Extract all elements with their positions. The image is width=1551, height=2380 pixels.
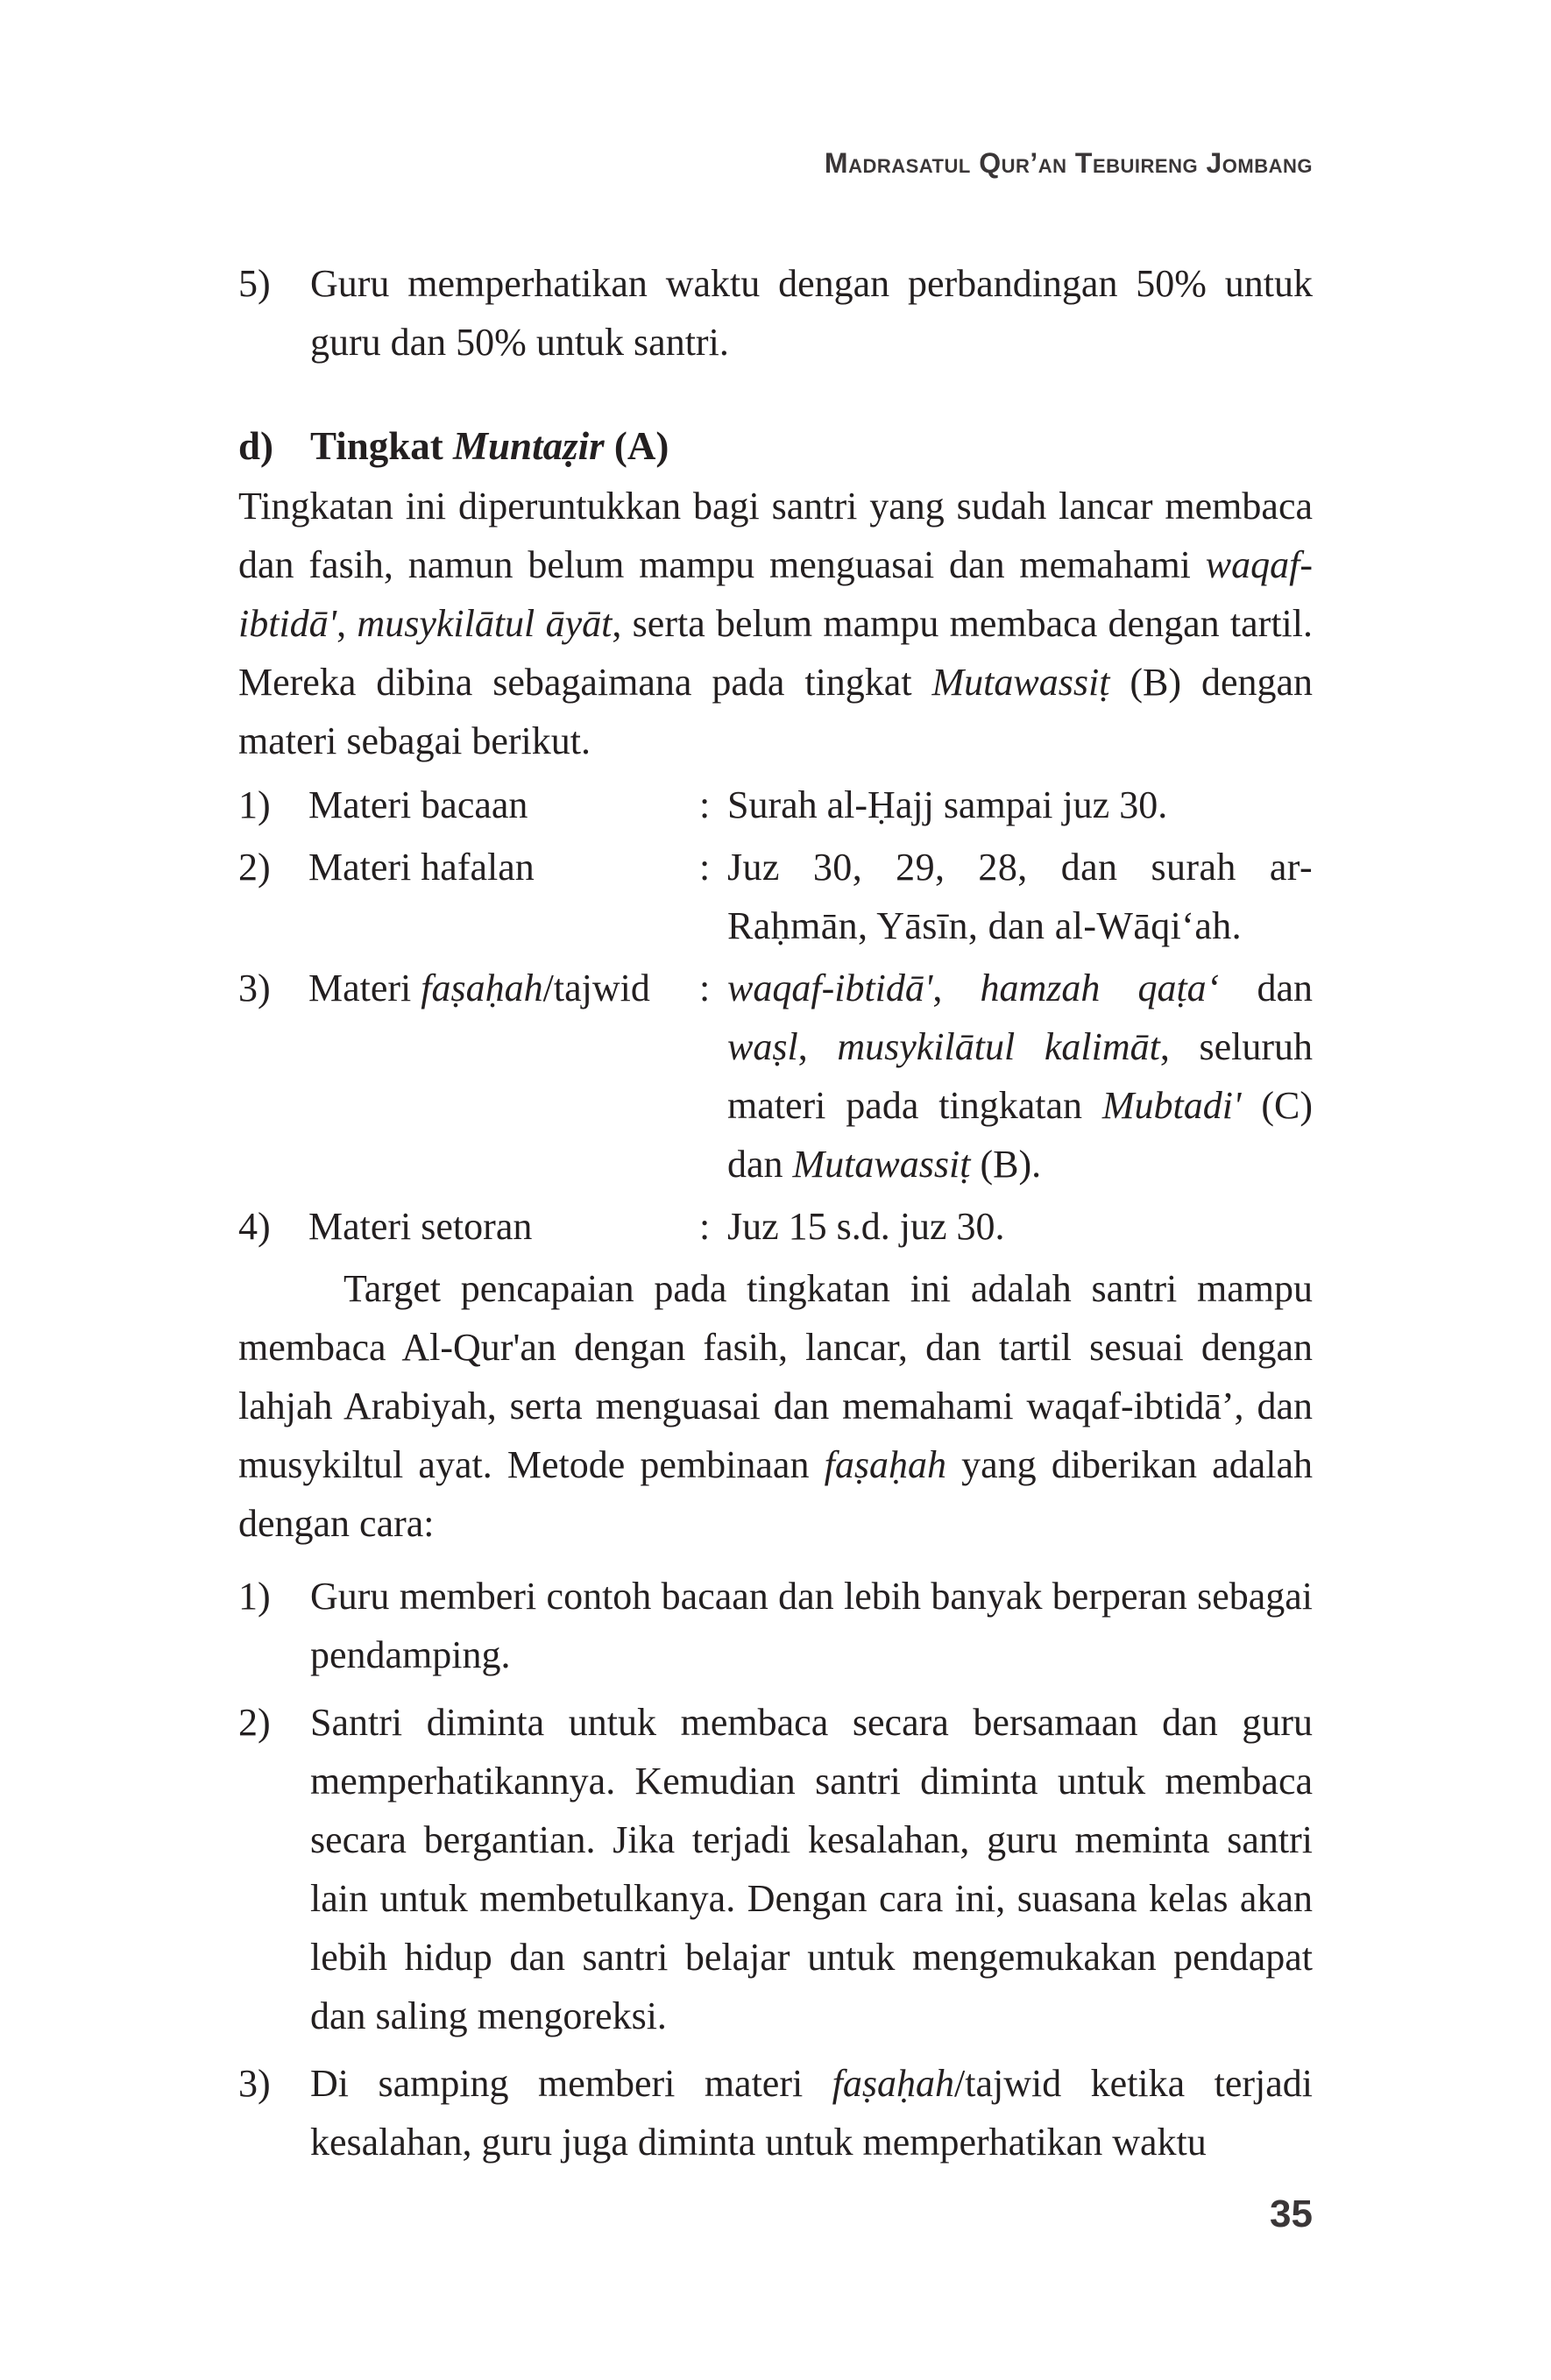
value-text: (C) dan (727, 1084, 1313, 1186)
material-label: Materi hafalan (308, 846, 535, 889)
title-italic: Muntaẓir (453, 424, 605, 468)
value-term: Mutawassiṭ (792, 1143, 971, 1186)
label-text-2: /tajwid (542, 967, 650, 1009)
material-colon: : (699, 783, 711, 826)
value-text: , (797, 1025, 838, 1068)
target-paragraph (238, 1259, 1313, 1553)
intro-paragraph (238, 477, 1313, 770)
value-text: (B). (970, 1143, 1042, 1186)
method-item-1 (238, 1567, 1313, 1684)
label-term: faṣaḥah (421, 967, 543, 1009)
material-label: Materi setoran (308, 1205, 533, 1248)
material-label: Materi bacaan (308, 783, 528, 826)
intro-text-4: (B) dengan materi sebagai berikut. (238, 661, 1313, 762)
target-text-2: yang diberikan adalah dengan cara: (238, 1443, 1313, 1545)
material-number: 1) (238, 783, 271, 826)
material-value: Juz 30, 29, 28, dan surah ar-Raḥmān, Yāsīn, dan al-Wāqi‘ah. (727, 846, 1313, 947)
title-prefix: Tingkat (310, 424, 453, 468)
intro-term-2: musykilātul āyāt (357, 602, 613, 645)
label-text: Materi (308, 967, 421, 1009)
material-value (727, 959, 1313, 1194)
value-term: waṣl (727, 1025, 798, 1068)
running-header: Madrasatul Qur’an Tebuireng Jombang (824, 147, 1313, 179)
material-colon: : (699, 1205, 711, 1248)
list-number: 3) (238, 2062, 271, 2105)
list-term: faṣaḥah (832, 2062, 955, 2105)
method-item-2 (238, 1693, 1313, 2045)
intro-text-2: , (336, 602, 358, 645)
title-suffix: (A) (604, 424, 669, 468)
material-colon: : (699, 967, 711, 1009)
value-text: , (932, 967, 981, 1009)
section-label: d) (238, 424, 274, 468)
intro-term-1: waqaf-ibtidā' (238, 543, 1313, 645)
value-term: hamzah qaṭa‘ (980, 967, 1220, 1009)
list-item-5 (238, 254, 1313, 372)
list-number: 2) (238, 1701, 271, 1744)
material-number: 2) (238, 846, 271, 889)
material-row (238, 776, 1313, 834)
material-number: 4) (238, 1205, 271, 1248)
page-body (238, 254, 1313, 2171)
material-colon: : (699, 846, 711, 889)
list-text: Guru memperhatikan waktu dengan perbandingan 50% untuk guru dan 50% untuk santri. (310, 262, 1313, 364)
section-title (310, 415, 1313, 477)
material-label (308, 959, 699, 1194)
intro-text-3: , serta belum mampu membaca dengan tartil. Mereka dibina sebagaimana pada tingkat (238, 602, 1314, 704)
list-text (310, 2054, 1313, 2171)
material-number: 3) (238, 967, 271, 1009)
list-text-b: /tajwid ketika terjadi kesalahan, guru juga diminta untuk memperhatikan waktu (310, 2062, 1313, 2164)
page-number: 35 (1270, 2192, 1313, 2235)
value-term: Mubtadi' (1101, 1084, 1242, 1127)
value-text: , seluruh materi pada tingkatan (727, 1025, 1313, 1127)
target-term: faṣaḥah (824, 1443, 946, 1486)
value-term: waqaf-ibtidā' (727, 967, 933, 1009)
target-text-1: Target pencapaian pada tingkatan ini adalah santri mampu membaca Al-Qur'an dengan fasih, lancar, dan tartil sesuai dengan lahjah Arabiyah, serta menguasai dan memahami waqaf-ibtidā’, dan musykiltul ayat. Metode pembinaan (238, 1267, 1313, 1486)
list-text-a: Di samping memberi materi (310, 2062, 832, 2105)
list-number: 1) (238, 1575, 271, 1618)
value-text: dan (1219, 967, 1313, 1009)
material-row (238, 959, 1313, 1194)
materials-list (238, 776, 1313, 1256)
section-heading (238, 415, 1313, 477)
list-text: Santri diminta untuk membaca secara bersamaan dan guru memperhatikannya. Kemudian santri diminta untuk membaca secara bergantian. Jika terjadi kesalahan, guru meminta santri lain untuk membetulkanya. Dengan cara ini, suasana kelas akan lebih hidup dan santri belajar untuk mengemukakan pendapat dan saling mengoreksi. (310, 1701, 1313, 2037)
material-row (238, 838, 1313, 955)
material-value: Juz 15 s.d. juz 30. (727, 1205, 1005, 1248)
material-row (238, 1197, 1313, 1256)
intro-term-3: Mutawassiṭ (931, 661, 1110, 704)
value-term: musykilātul kalimāt (837, 1025, 1160, 1068)
list-text: Guru memberi contoh bacaan dan lebih banyak berperan sebagai pendamping. (310, 1575, 1313, 1676)
material-value: Surah al-Ḥajj sampai juz 30. (727, 783, 1168, 826)
list-number: 5) (238, 262, 271, 305)
method-item-3 (238, 2054, 1313, 2171)
intro-text-1: Tingkatan ini diperuntukkan bagi santri yang sudah lancar membaca dan fasih, namun belum mampu menguasai dan memahami (238, 485, 1313, 586)
